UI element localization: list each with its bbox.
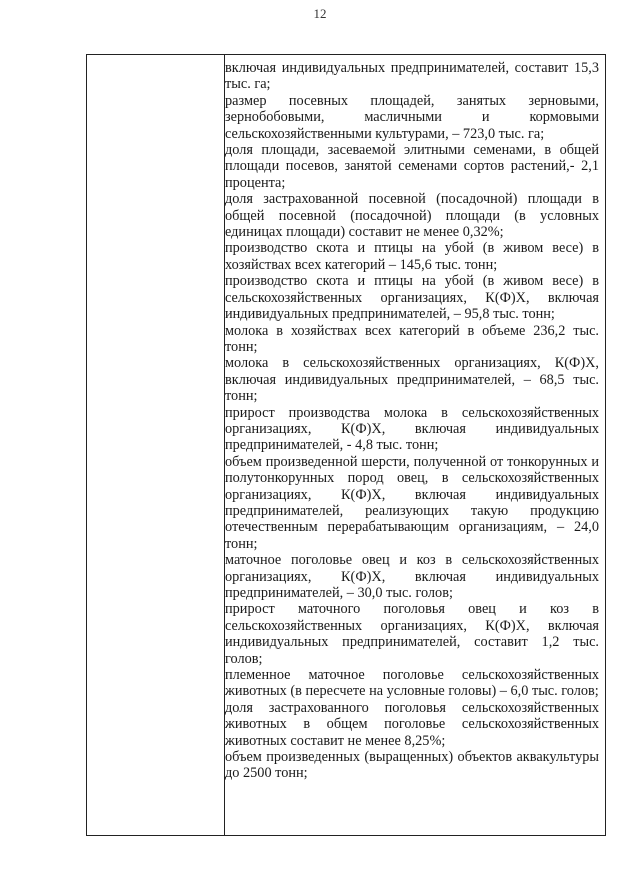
page-number: 12 <box>313 6 327 21</box>
list-item: маточное поголовье овец и коз в сельскохозяйственных организациях, К(Ф)Х, включая индивидуальных предпринимателей, – 30,0 тыс. голов; <box>225 552 599 601</box>
list-item: доля застрахованной посевной (посадочной) площади в общей посевной (посадочной) площади (в условных единицах площади) составит не менее 0,32%; <box>225 191 599 241</box>
list-item: объем произведенной шерсти, полученной от тонкорунных и полутонкорунных пород овец, в сельскохозяйственных организациях, К(Ф)Х, включая индивидуальных предпринимателей, реализующих такую продукцию отечественным перерабатывающим организациям, – 24,0 тонн; <box>225 453 599 552</box>
list-item: доля площади, засеваемой элитными семенами, в общей площади посевов, занятой семенами сортов растений,- 2,1 процента; <box>225 142 599 191</box>
list-item: размер посевных площадей, занятых зерновыми, зернобобовыми, масличными и кормовыми сельскохозяйственными культурами, – 723,0 тыс. га; <box>225 92 599 142</box>
list-item: прирост производства молока в сельскохозяйственных организациях, К(Ф)Х, включая индивидуальных предпринимателей, - 4,8 тыс. тонн; <box>225 404 599 454</box>
list-item: молока в хозяйствах всех категорий в объеме 236,2 тыс. тонн; <box>225 322 599 355</box>
list-item: включая индивидуальных предпринимателей, составит 15,3 тыс. га; <box>225 60 599 93</box>
list-item: производство скота и птицы на убой (в живом весе) в сельскохозяйственных организациях, К(Ф)Х, включая индивидуальных предпринимателей, – 95,8 тыс. тонн; <box>225 273 599 323</box>
list-item: доля застрахованного поголовья сельскохозяйственных животных в общем поголовье сельскохозяйственных животных составит не менее 8,25%; <box>225 699 599 749</box>
table-left-column <box>87 55 225 835</box>
list-item: производство скота и птицы на убой (в живом весе) в хозяйствах всех категорий – 145,6 тыс. тонн; <box>225 240 599 273</box>
list-item: племенное маточное поголовье сельскохозяйственных животных (в пересчете на условные головы) – 6,0 тыс. голов; <box>225 667 599 700</box>
list-item: объем произведенных (выращенных) объектов аквакультуры до 2500 тонн; <box>225 749 599 782</box>
table-right-column <box>225 60 599 782</box>
document-table <box>86 54 606 836</box>
list-item: молока в сельскохозяйственных организациях, К(Ф)Х, включая индивидуальных предпринимателей, – 68,5 тыс. тонн; <box>225 355 599 405</box>
list-item: прирост маточного поголовья овец и коз в сельскохозяйственных организациях, К(Ф)Х, включая индивидуальных предпринимателей, составит 1,2 тыс. голов; <box>225 601 599 667</box>
